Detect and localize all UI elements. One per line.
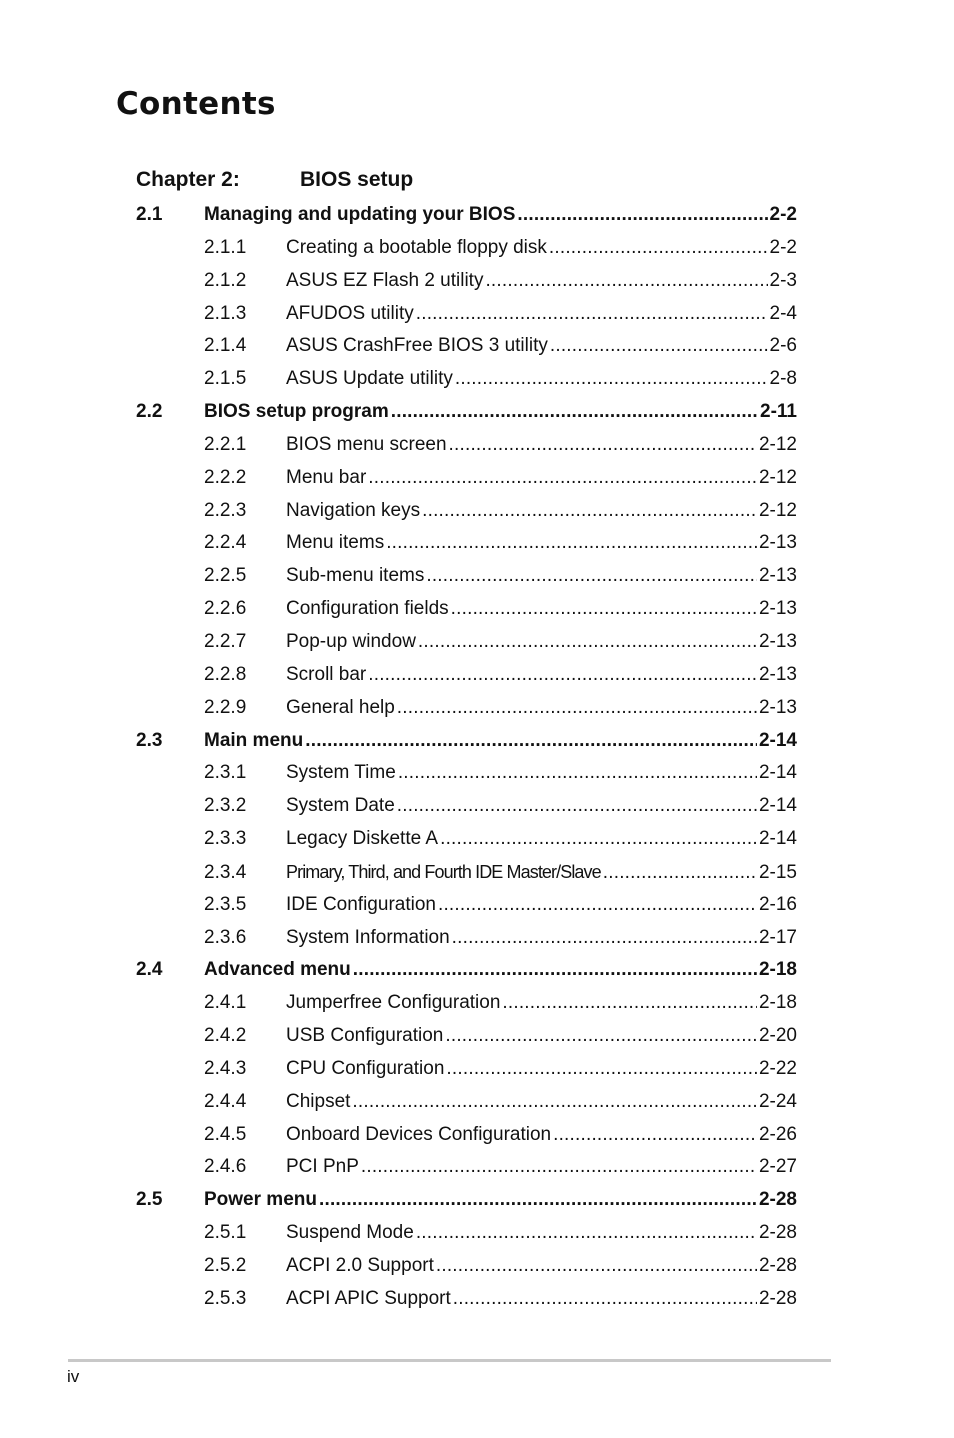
toc-subsection-entry[interactable] (136, 626, 797, 659)
toc-entry-number: 2.3 (136, 729, 163, 751)
toc-subsection-entry[interactable] (136, 823, 797, 856)
toc-subsection-entry[interactable] (136, 659, 797, 692)
toc-dot-leader (455, 363, 768, 396)
toc-dot-leader (438, 889, 757, 922)
toc-entry-page: 2-28 (758, 1189, 797, 1211)
toc-entry-page: 2-13 (758, 663, 797, 685)
toc-subsection-entry[interactable] (136, 790, 797, 823)
toc-subsection-entry[interactable] (136, 363, 797, 396)
toc-entry-title: ASUS EZ Flash 2 utility (286, 269, 484, 291)
toc-dot-leader (452, 922, 757, 955)
toc-subsection-entry[interactable] (136, 856, 797, 889)
toc-subsection-entry[interactable] (136, 889, 797, 922)
toc-entry-page: 2-13 (758, 696, 797, 718)
toc-subsection-entry[interactable] (136, 1151, 797, 1184)
toc-dot-leader (368, 462, 757, 495)
toc-entry-page: 2-12 (758, 466, 797, 488)
toc-subsection-entry[interactable] (136, 1283, 797, 1316)
toc-entry-page: 2-14 (758, 828, 797, 850)
toc-dot-leader (422, 495, 757, 528)
toc-subsection-entry[interactable] (136, 330, 797, 363)
toc-dot-leader (397, 790, 757, 823)
toc-entry-number: 2.4 (136, 959, 163, 981)
toc-dot-leader (517, 199, 767, 232)
toc-entry-title: Navigation keys (286, 499, 421, 521)
toc-entry-page: 2-28 (758, 1287, 797, 1309)
toc-entry-number: 2.1.1 (204, 236, 247, 258)
toc-dot-leader (485, 265, 767, 298)
toc-subsection-entry[interactable] (136, 1119, 797, 1152)
toc-dot-leader (502, 987, 757, 1020)
toc-entry-title: Jumperfree Configuration (286, 992, 501, 1014)
toc-dot-leader (386, 527, 757, 560)
toc-entry-title: Main menu (204, 729, 304, 751)
toc-entry-title: System Date (286, 795, 395, 817)
toc-subsection-entry[interactable] (136, 495, 797, 528)
toc-entry-number: 2.4.6 (204, 1156, 247, 1178)
toc-entry-number: 2.2.3 (204, 499, 247, 521)
toc-subsection-entry[interactable] (136, 757, 797, 790)
toc-entry-page: 2-11 (760, 401, 797, 423)
toc-section-entry[interactable] (136, 725, 797, 758)
toc-entry-title: Sub-menu items (286, 565, 425, 587)
toc-entry-number: 2.5.3 (204, 1287, 247, 1309)
toc-entry-number: 2.2.6 (204, 598, 247, 620)
toc-entry-number: 2.3.3 (204, 828, 247, 850)
toc-entry-number: 2.1 (136, 204, 163, 225)
toc-entry-page: 2-4 (769, 302, 797, 324)
toc-entry-number: 2.4.3 (204, 1057, 247, 1079)
toc-entry-title: General help (286, 696, 395, 718)
toc-entry-title: Scroll bar (286, 663, 367, 685)
toc-entry-number: 2.3.1 (204, 762, 247, 784)
toc-entry-number: 2.1.5 (204, 368, 247, 390)
toc-entry-number: 2.4.4 (204, 1090, 247, 1112)
toc-entry-title: Pop-up window (286, 630, 416, 652)
toc-dot-leader (436, 1250, 757, 1283)
toc-subsection-entry[interactable] (136, 1086, 797, 1119)
toc-entry-page: 2-13 (758, 630, 797, 652)
toc-entry-title: BIOS menu screen (286, 433, 447, 455)
toc-entry-number: 2.4.2 (204, 1025, 247, 1047)
toc-entry-title: IDE Configuration (286, 893, 436, 915)
table-of-contents (136, 199, 797, 1316)
toc-dot-leader (361, 1151, 757, 1184)
toc-subsection-entry[interactable] (136, 429, 797, 462)
toc-entry-title: Managing and updating your BIOS (204, 204, 516, 225)
toc-dot-leader (449, 429, 757, 462)
toc-entry-title: ASUS Update utility (286, 368, 453, 390)
toc-entry-title: Power menu (204, 1189, 317, 1211)
toc-entry-page: 2-14 (758, 729, 797, 751)
toc-entry-title: AFUDOS utility (286, 302, 414, 324)
toc-dot-leader (305, 725, 757, 758)
toc-dot-leader (353, 954, 757, 987)
toc-entry-title: ACPI 2.0 Support (286, 1255, 434, 1276)
toc-dot-leader (391, 396, 758, 429)
toc-entry-page: 2-12 (758, 433, 797, 455)
toc-entry-number: 2.2.5 (204, 565, 247, 587)
toc-entry-title: Primary, Third, and Fourth IDE Master/Slave (286, 861, 601, 882)
toc-dot-leader (416, 298, 768, 331)
toc-dot-leader (550, 330, 768, 363)
toc-entry-page: 2-14 (758, 795, 797, 817)
toc-section-entry[interactable] (136, 954, 797, 987)
toc-subsection-entry[interactable] (136, 1020, 797, 1053)
toc-subsection-entry[interactable] (136, 1250, 797, 1283)
toc-entry-number: 2.5.1 (204, 1222, 247, 1244)
toc-entry-title: Creating a bootable floppy disk (286, 236, 547, 258)
toc-dot-leader (398, 757, 757, 790)
toc-entry-number: 2.2.9 (204, 696, 247, 718)
toc-entry-page: 2-2 (769, 204, 797, 225)
toc-entry-page: 2-14 (758, 762, 797, 784)
toc-entry-number: 2.1.3 (204, 302, 247, 324)
toc-dot-leader (426, 560, 757, 593)
toc-entry-title: PCI PnP (286, 1156, 359, 1178)
toc-dot-leader (446, 1053, 757, 1086)
toc-entry-page: 2-27 (758, 1156, 797, 1178)
toc-dot-leader (397, 692, 757, 725)
toc-entry-title: Legacy Diskette A (286, 828, 439, 850)
toc-entry-page: 2-13 (758, 598, 797, 620)
chapter-label: Chapter 2: (136, 168, 240, 191)
toc-entry-number: 2.1.4 (204, 335, 247, 357)
toc-entry-page: 2-13 (758, 532, 797, 554)
toc-entry-number: 2.4.1 (204, 992, 247, 1014)
toc-dot-leader (440, 823, 757, 856)
toc-subsection-entry[interactable] (136, 232, 797, 265)
toc-entry-page: 2-24 (758, 1090, 797, 1112)
page-number: iv (67, 1367, 80, 1386)
toc-entry-number: 2.1.2 (204, 269, 247, 291)
toc-entry-page: 2-22 (758, 1057, 797, 1079)
toc-subsection-entry[interactable] (136, 922, 797, 955)
toc-entry-page: 2-15 (758, 861, 797, 883)
toc-entry-title: ASUS CrashFree BIOS 3 utility (286, 335, 548, 357)
toc-dot-leader (445, 1020, 757, 1053)
toc-entry-title: ACPI APIC Support (286, 1287, 451, 1309)
toc-section-entry[interactable] (136, 199, 797, 232)
toc-section-entry[interactable] (136, 1184, 797, 1217)
toc-dot-leader (453, 1283, 757, 1316)
chapter-heading (136, 168, 413, 192)
toc-entry-number: 2.3.5 (204, 893, 247, 915)
toc-entry-page: 2-8 (769, 368, 797, 390)
toc-entry-page: 2-28 (758, 1222, 797, 1244)
toc-entry-page: 2-12 (758, 499, 797, 521)
toc-subsection-entry[interactable] (136, 560, 797, 593)
toc-entry-title: Suspend Mode (286, 1222, 414, 1244)
toc-entry-number: 2.2.8 (204, 663, 247, 685)
toc-dot-leader (418, 626, 757, 659)
toc-entry-number: 2.5 (136, 1189, 163, 1211)
toc-entry-number: 2.2.7 (204, 630, 247, 652)
toc-entry-page: 2-20 (758, 1025, 797, 1047)
toc-subsection-entry[interactable] (136, 593, 797, 626)
toc-entry-title: Menu bar (286, 466, 367, 488)
toc-entry-title: USB Configuration (286, 1025, 444, 1047)
toc-entry-title: CPU Configuration (286, 1057, 445, 1079)
page-title: Contents (116, 86, 276, 122)
toc-entry-number: 2.2.1 (204, 433, 247, 455)
toc-entry-number: 2.2.4 (204, 532, 247, 554)
toc-subsection-entry[interactable] (136, 692, 797, 725)
toc-subsection-entry[interactable] (136, 527, 797, 560)
toc-entry-number: 2.2 (136, 401, 163, 423)
toc-dot-leader (416, 1217, 757, 1250)
toc-entry-page: 2-6 (769, 335, 797, 357)
toc-entry-page: 2-16 (758, 893, 797, 915)
toc-entry-number: 2.3.6 (204, 926, 247, 948)
toc-entry-title: System Time (286, 762, 396, 784)
toc-dot-leader (553, 1119, 757, 1152)
toc-entry-title: Chipset (286, 1090, 351, 1112)
toc-entry-page: 2-17 (758, 926, 797, 948)
toc-dot-leader (603, 857, 757, 890)
toc-entry-title: Onboard Devices Configuration (286, 1123, 552, 1145)
toc-entry-title: Advanced menu (204, 959, 351, 981)
toc-entry-page: 2-2 (769, 236, 797, 258)
toc-dot-leader (352, 1086, 757, 1119)
toc-subsection-entry[interactable] (136, 987, 797, 1020)
toc-entry-title: Configuration fields (286, 598, 449, 620)
toc-entry-page: 2-28 (758, 1255, 797, 1276)
toc-subsection-entry[interactable] (136, 298, 797, 331)
toc-dot-leader (451, 593, 757, 626)
chapter-title: BIOS setup (300, 168, 414, 191)
toc-dot-leader (549, 232, 768, 265)
toc-dot-leader (319, 1184, 757, 1217)
footer-rule (68, 1359, 831, 1362)
toc-entry-page: 2-26 (758, 1123, 797, 1145)
toc-entry-page: 2-3 (769, 269, 797, 291)
toc-entry-page: 2-18 (758, 992, 797, 1014)
toc-subsection-entry[interactable] (136, 1217, 797, 1250)
toc-entry-number: 2.5.2 (204, 1255, 247, 1276)
toc-subsection-entry[interactable] (136, 1053, 797, 1086)
toc-entry-title: BIOS setup program (204, 401, 389, 423)
toc-entry-number: 2.4.5 (204, 1123, 247, 1145)
toc-entry-number: 2.3.4 (204, 861, 247, 883)
toc-entry-number: 2.2.2 (204, 466, 247, 488)
toc-subsection-entry[interactable] (136, 265, 797, 298)
toc-entry-title: System Information (286, 926, 450, 948)
toc-section-entry[interactable] (136, 396, 797, 429)
toc-dot-leader (368, 659, 757, 692)
toc-entry-number: 2.3.2 (204, 795, 247, 817)
toc-entry-page: 2-18 (758, 959, 797, 981)
toc-entry-title: Menu items (286, 532, 385, 554)
toc-subsection-entry[interactable] (136, 462, 797, 495)
toc-entry-page: 2-13 (758, 565, 797, 587)
